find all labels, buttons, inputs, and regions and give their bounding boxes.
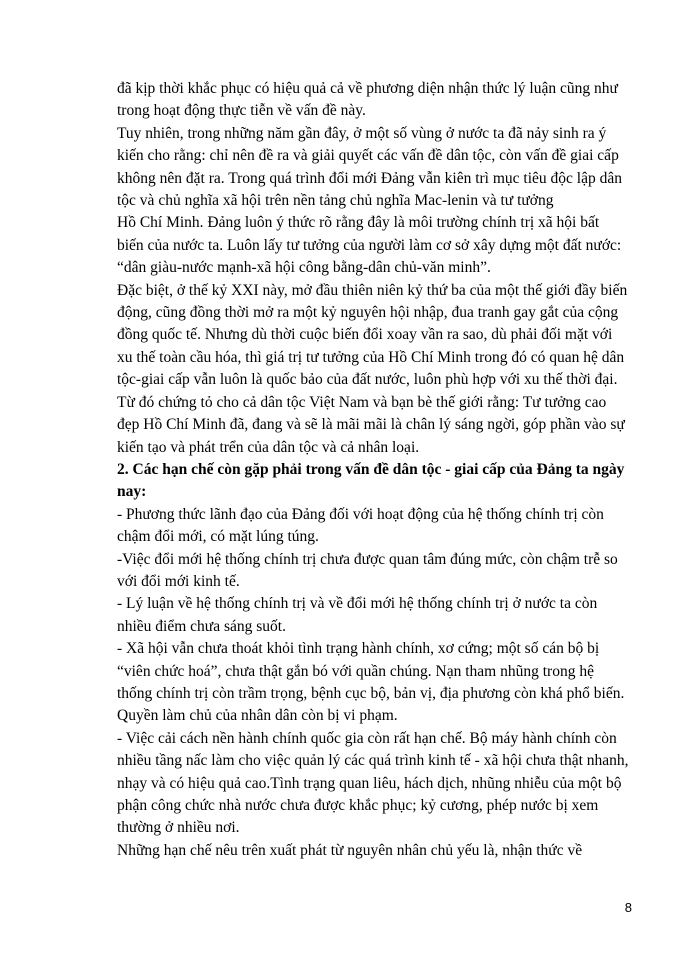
page-body	[117, 78, 629, 862]
list-item-2: -Việc đổi mới hệ thống chính trị chưa được quan tâm đúng mức, còn chậm trễ so với đổi mới kinh tế.	[117, 550, 618, 590]
paragraph-3: Hồ Chí Minh. Đảng luôn ý thức rõ rằng đây là môi trường chính trị xã hội bất biến của nước ta. Luôn lấy tư tưởng của người làm cơ sở xây dựng một đất nước: “dân giàu-nước mạnh-xã hội công bằng-dân chủ-văn minh”.	[117, 214, 622, 277]
list-item-4: - Xã hội vẫn chưa thoát khỏi tình trạng hành chính, xơ cứng; một số cán bộ bị “viên chức hoá”, chưa thật gắn bó với quần chúng. Nạn tham nhũng trong hệ thống chính trị còn trầm trọng, bệnh cục bộ, bản vị, địa phương còn khá phổ biến. Quyền làm chủ của nhân dân còn bị vi phạm.	[117, 640, 625, 725]
paragraph-4: Đặc biệt, ở thế kỷ XXI này, mở đầu thiên niên kỷ thứ ba của một thế giới đầy biến động, cũng đồng thời mở ra một kỷ nguyên hội nhập, đua tranh gay gắt của cộng đồng quốc tế. Nhưng dù thời cuộc biến đổi xoay vần ra sao, dù phải đối mặt với xu thế toàn cầu hóa, thì giá trị tư tưởng của Hồ Chí Minh trong đó có quan hệ dân tộc-giai cấp vẫn luôn là quốc bảo của đất nước, luôn phù hợp với xu thế thời đại. Từ đó chứng tỏ cho cả dân tộc Việt Nam và bạn bè thế giới rằng: Tư tưởng cao đẹp Hồ Chí Minh đã, đang và sẽ là mãi mãi là chân lý sáng ngời, góp phần vào sự kiến tạo và phát trển của dân tộc và cả nhân loại.	[117, 281, 628, 456]
paragraph-2: Tuy nhiên, trong những năm gần đây, ở một số vùng ở nước ta đã nảy sinh ra ý kiến cho rằng: chỉ nên đề ra và giải quyết các vấn đề dân tộc, còn vấn đề giai cấp không nên đặt ra. Trong quá trình đổi mới Đảng vẫn kiên trì mục tiêu độc lập dân tộc và chủ nghĩa xã hội trên nền tảng chủ nghĩa Mac-lenin và tư tưởng	[117, 124, 622, 210]
closing-line: Những hạn chế nêu trên xuất phát từ nguyên nhân chủ yếu là, nhận thức về	[117, 841, 583, 859]
list-item-3: - Lý luận về hệ thống chính trị và về đổi mới hệ thống chính trị ở nước ta còn nhiều điểm chưa sáng suốt.	[117, 595, 598, 635]
paragraph-1: đã kịp thời khắc phục có hiệu quả cả về phương diện nhận thức lý luận cũng như trong hoạt động thực tiễn về vấn đề này.	[117, 80, 618, 120]
section-heading: 2. Các hạn chế còn gặp phải trong vấn đề dân tộc - giai cấp của Đảng ta ngày nay:	[117, 460, 625, 501]
list-item-1: - Phương thức lãnh đạo của Đảng đối với hoạt động của hệ thống chính trị còn chậm đổi mới, có mặt lúng túng.	[117, 505, 604, 546]
list-item-5: - Việc cải cách nền hành chính quốc gia còn rất hạn chế. Bộ máy hành chính còn nhiều tầng nấc làm cho việc quản lý các quá trình kinh tế - xã hội chưa thật nhanh, nhạy và có hiệu quả cao.Tình trạng quan liêu, hách dịch, nhũng nhiễu của một bộ phận công chức nhà nước chưa được khắc phục; kỷ cương, phép nước bị xem thường ở nhiều nơi.	[117, 729, 629, 837]
page-number: 8	[624, 900, 632, 915]
